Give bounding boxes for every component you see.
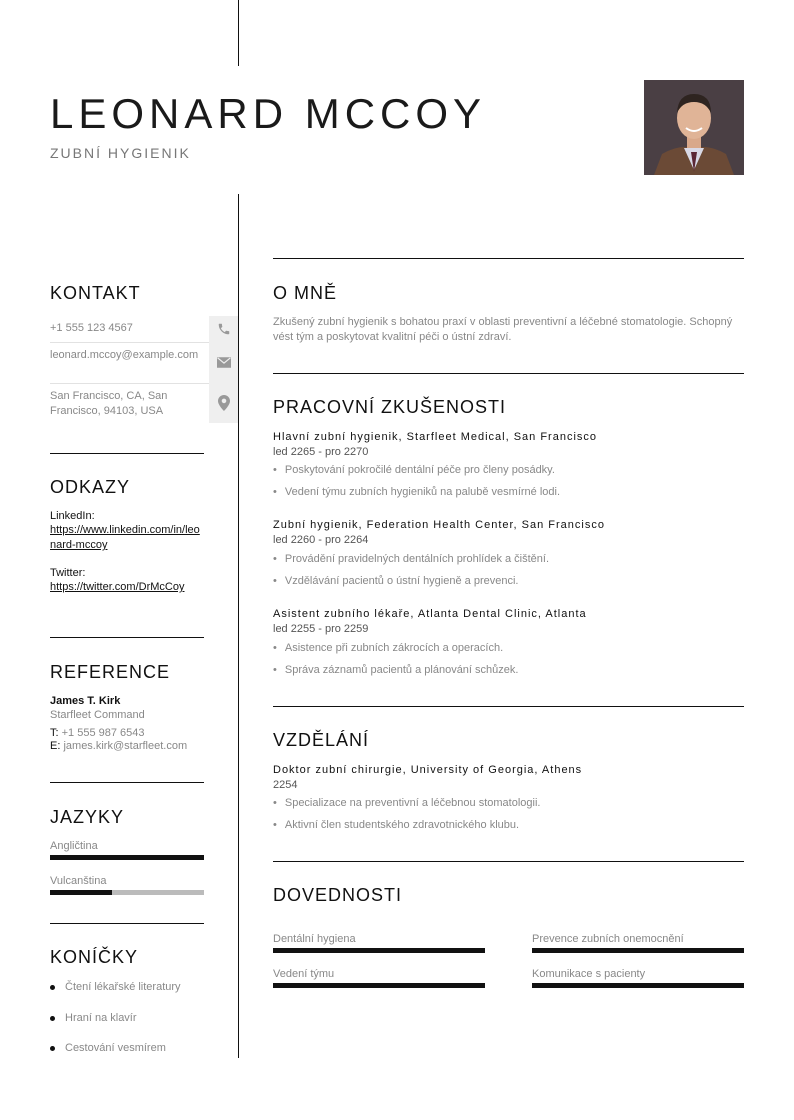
contact-email [50,342,238,384]
bullet-dot [50,985,55,990]
hobby-text: Cestování vesmírem [65,1042,166,1054]
education-bullet: • Specializace na preventivní a léčebnou stomatologii. [273,797,540,809]
page-title: LEONARD MCCOY [50,90,487,137]
job-bullet: • Vzdělávání pacientů o ústní hygieně a prevenci. [273,575,518,587]
language-level-bar [50,890,204,895]
links-heading: ODKAZY [50,477,131,497]
reference-company: Starfleet Command [50,709,145,721]
job-title: ZUBNÍ HYGIENIK [50,145,191,161]
job-entry-date: led 2260 - pro 2264 [273,534,369,546]
reference-phone [50,727,145,739]
skill-name: Dentální hygiena [273,933,356,945]
twitter-label: Twitter: [50,567,86,579]
experience-heading: PRACOVNÍ ZKUŠENOSTI [273,397,507,417]
job-bullet: • Asistence při zubních zákrocích a operacích. [273,642,503,654]
reference-heading: REFERENCE [50,662,171,682]
language-level-fill [50,855,204,860]
divider [273,373,744,374]
skill-level-fill [273,983,485,988]
reference-email-value[interactable]: james.kirk@starfleet.com [63,740,188,752]
language-level-bar [50,855,204,860]
divider [50,453,204,454]
job-entry-date: led 2255 - pro 2259 [273,623,369,635]
skill-level-bar [532,948,744,953]
skill-name: Vedení týmu [273,968,335,980]
job-entry-title: Asistent zubního lékaře, Atlanta Dental Clinic, Atlanta [273,608,587,620]
language-name: Vulcanština [50,875,107,887]
job-entry-title: Hlavní zubní hygienik, Starfleet Medical, San Francisco [273,431,598,443]
contact-heading: KONTAKT [50,283,141,303]
linkedin-label: LinkedIn: [50,510,95,522]
contact-address [50,383,238,423]
divider [273,706,744,707]
skill-level-fill [532,983,744,988]
divider [50,923,204,924]
profile-photo [644,80,744,175]
skill-level-fill [532,948,744,953]
contact-phone [50,316,238,343]
reference-phone-value: +1 555 987 6543 [61,727,145,739]
hobby-text: Čtení lékařské literatury [65,981,181,993]
reference-email [50,740,187,752]
skill-level-bar [273,983,485,988]
about-heading: O MNĚ [273,283,338,303]
education-bullet: • Aktivní člen studentského zdravotnického klubu. [273,819,519,831]
bullet-dot [50,1046,55,1051]
language-level-fill [50,890,112,895]
job-bullet: • Vedení týmu zubních hygieniků na palubě vesmírné lodi. [273,486,560,498]
reference-phone-label: T: [50,727,59,739]
hobby-text: Hraní na klavír [65,1012,137,1024]
phone-text: +1 555 123 4567 [50,322,133,334]
education-year: 2254 [273,779,298,791]
skill-level-fill [273,948,485,953]
job-entry-title: Zubní hygienik, Federation Health Center, San Francisco [273,519,605,531]
job-entry-date: led 2265 - pro 2270 [273,446,369,458]
divider-main [238,194,239,1058]
reference-email-label: E: [50,740,61,752]
email-text[interactable]: leonard.mccoy@example.com [50,349,199,361]
about-text: Zkušený zubní hygienik s bohatou praxí v oblasti preventivní a léčebné stomatologie. Schopný vést tým a poskytovat kvalitní péči o ústní zdraví. [273,316,733,343]
job-bullet: • Provádění pravidelných dentálních prohlídek a čištění. [273,553,549,565]
divider [50,637,204,638]
reference-name: James T. Kirk [50,695,121,707]
hobby-item [50,1042,166,1054]
hobby-item [50,1012,137,1024]
location-pin-icon [209,383,238,423]
envelope-icon [209,342,238,383]
linkedin-link[interactable]: https://www.linkedin.com/in/leonard-mccoy [50,524,200,551]
phone-icon [209,316,238,342]
languages-heading: JAZYKY [50,807,125,827]
bullet-dot [50,1016,55,1021]
education-degree: Doktor zubní chirurgie, University of Georgia, Athens [273,764,583,776]
divider [273,258,744,259]
divider-top [238,0,239,66]
divider [50,782,204,783]
skill-name: Prevence zubních onemocnění [532,933,684,945]
address-text: San Francisco, CA, San Francisco, 94103, USA [50,390,168,417]
divider [273,861,744,862]
skill-name: Komunikace s pacienty [532,968,646,980]
skills-heading: DOVEDNOSTI [273,885,403,905]
education-heading: VZDĚLÁNÍ [273,730,370,750]
job-bullet: • Poskytování pokročilé dentální péče pro členy posádky. [273,464,555,476]
hobby-item [50,981,181,993]
skill-level-bar [532,983,744,988]
twitter-link[interactable]: https://twitter.com/DrMcCoy [50,581,185,593]
language-name: Angličtina [50,840,98,852]
job-bullet: • Správa záznamů pacientů a plánování schůzek. [273,664,518,676]
skill-level-bar [273,948,485,953]
hobbies-heading: KONÍČKY [50,947,139,967]
